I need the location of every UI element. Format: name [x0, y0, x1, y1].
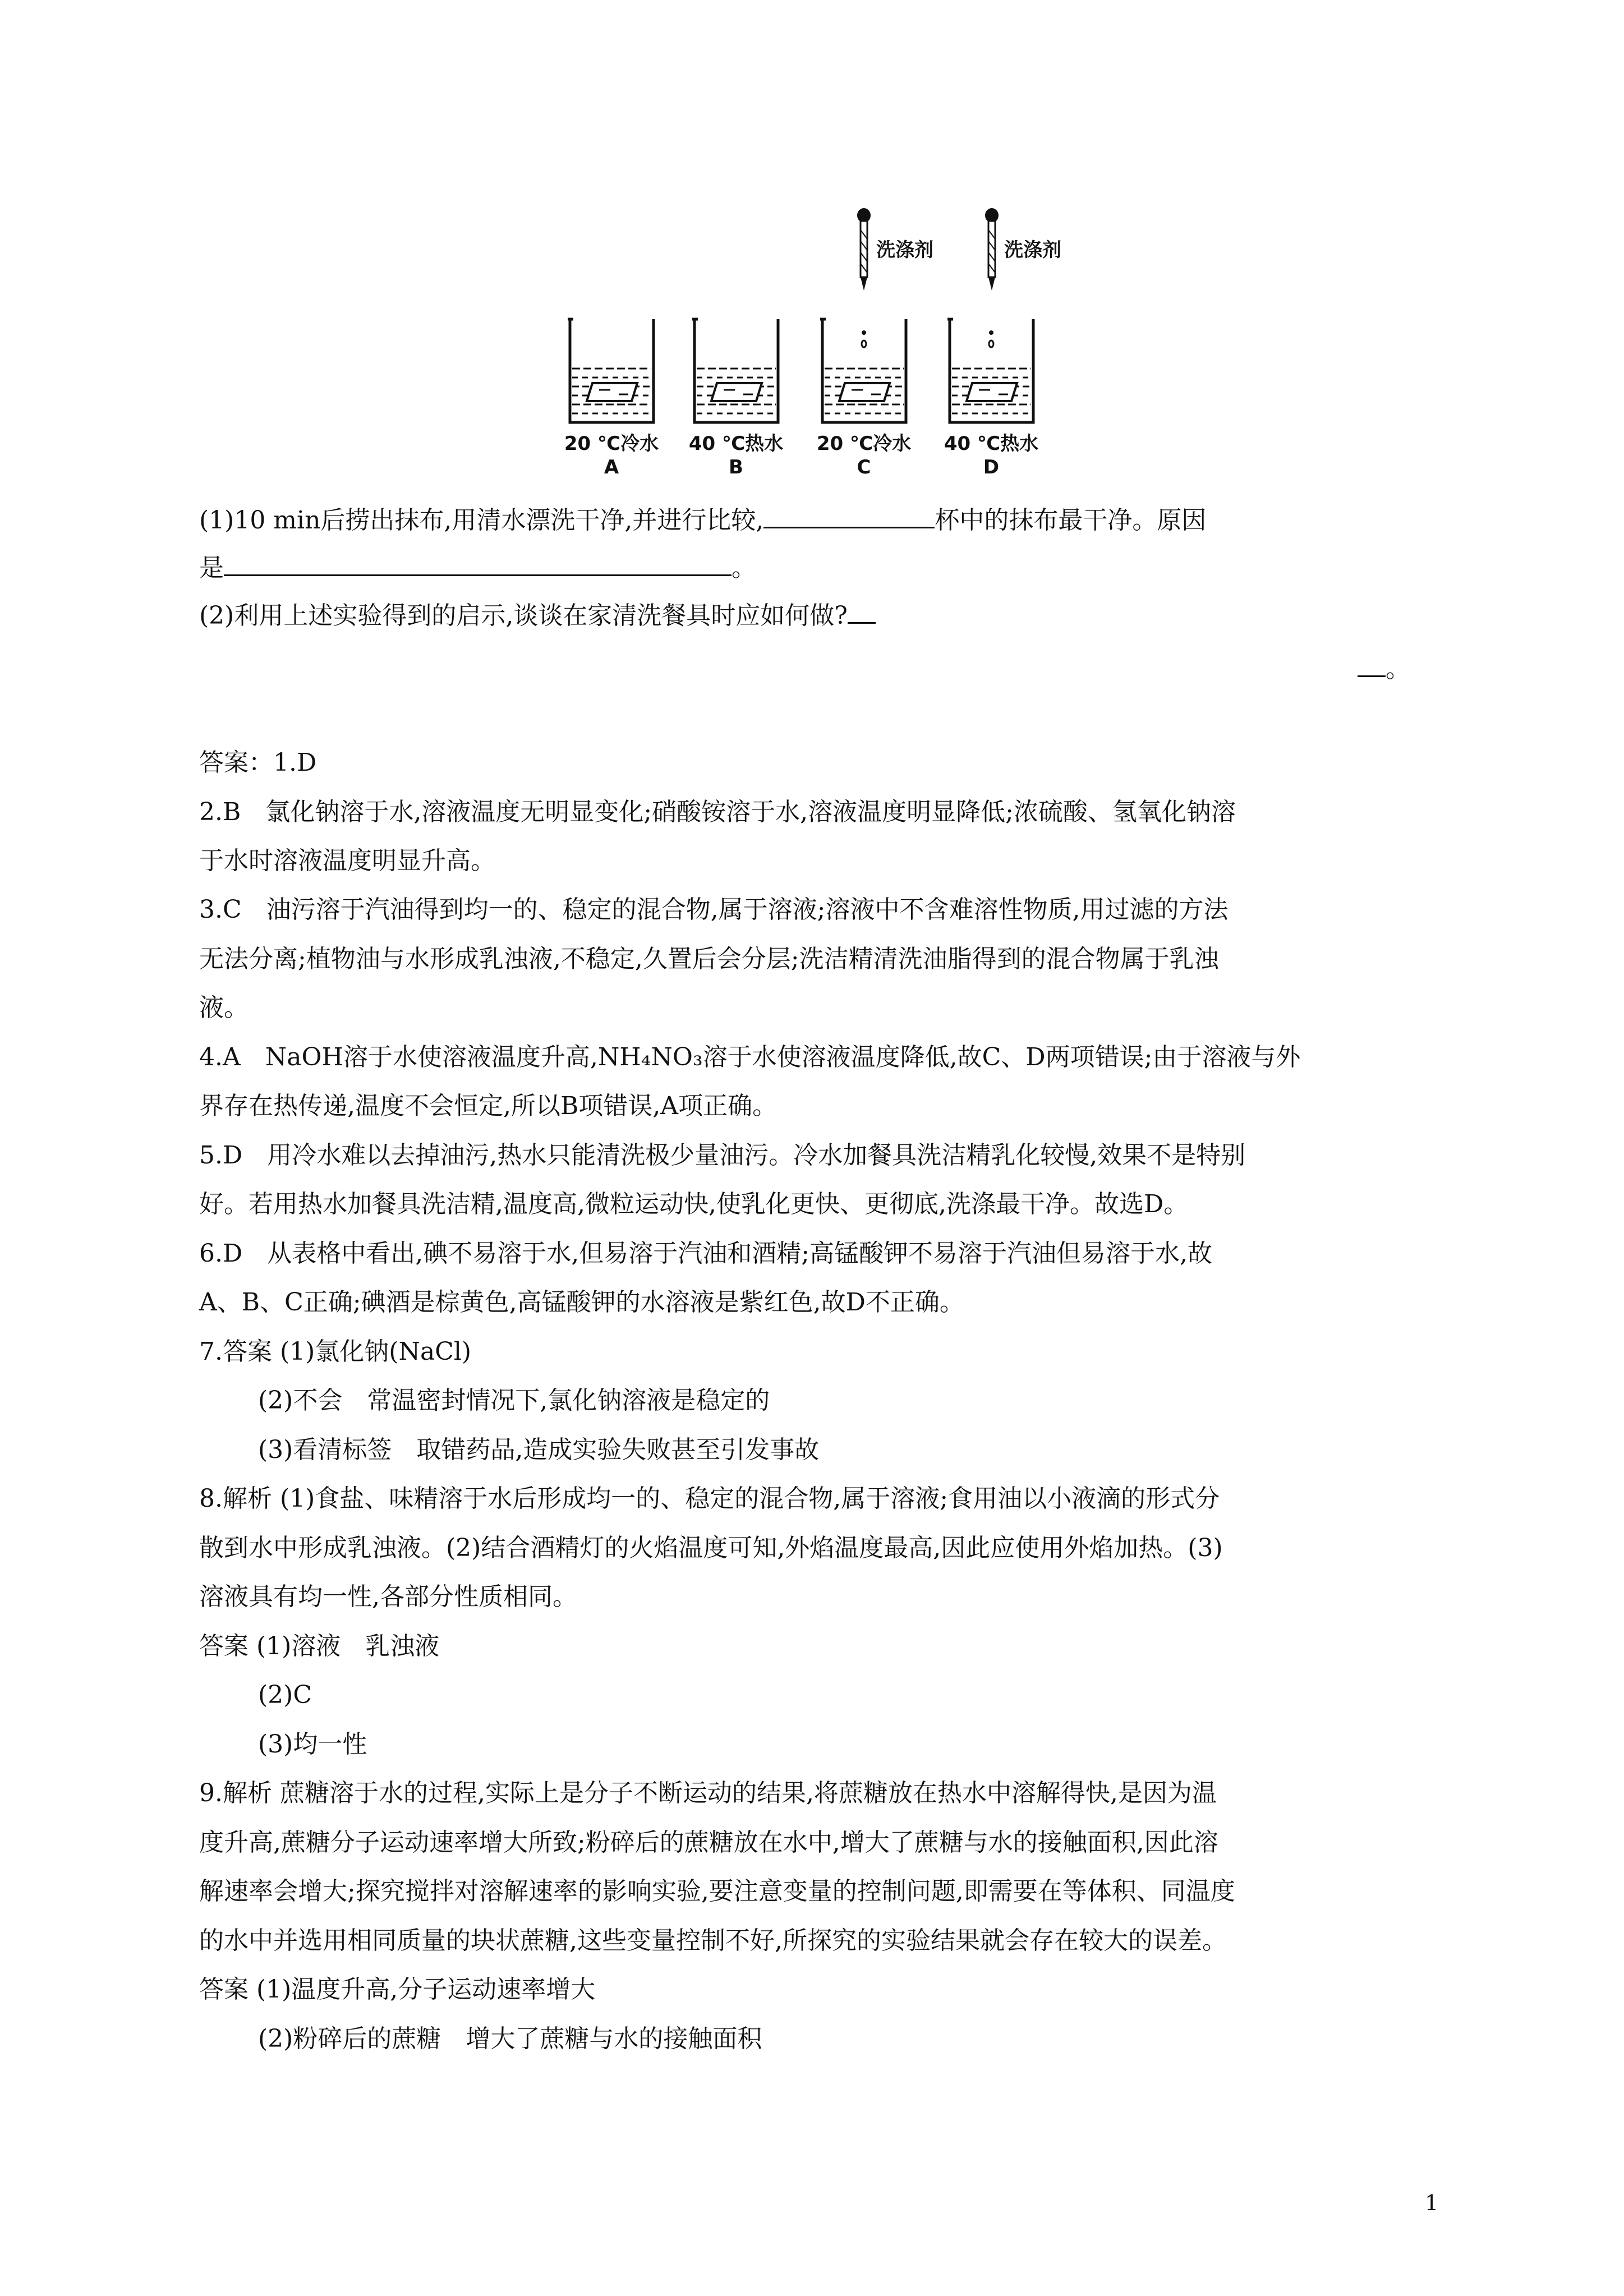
- answer-line: A、B、C正确;碘酒是棕黄色,高锰酸钾的水溶液是紫红色,故D不正确。: [199, 1288, 964, 1317]
- dropper-icon: [981, 208, 1003, 323]
- question-1-line: [199, 502, 1206, 537]
- question-1-reason-line: [199, 550, 756, 585]
- question-2-text: (2)利用上述实验得到的启示,谈谈在家清洗餐具时应如何做?: [199, 601, 848, 630]
- answer-line: (3)均一性: [258, 1730, 367, 1759]
- answer-line: 溶液具有均一性,各部分性质相同。: [199, 1582, 577, 1611]
- question-2-line: [199, 597, 876, 633]
- answer-line: 6.D 从表格中看出,碘不易溶于水,但易溶于汽油和酒精;高锰酸钾不易溶于汽油但易溶于水,故: [199, 1239, 1213, 1268]
- answer-line: (3)看清标签 取错药品,造成实验失败甚至引发事故: [258, 1435, 820, 1464]
- answer-line: 于水时溶液温度明显升高。: [199, 846, 495, 875]
- beaker-letter: D: [983, 456, 1000, 478]
- answer-line: 界存在热传递,温度不会恒定,所以B项错误,A项正确。: [199, 1092, 778, 1120]
- answer-line: 散到水中形成乳浊液。(2)结合酒精灯的火焰温度可知,外焰温度最高,因此应使用外焰加热。(3): [199, 1534, 1223, 1562]
- answer-line: 液。: [199, 993, 249, 1022]
- beaker-temp: 20 ℃冷水: [816, 432, 912, 455]
- beaker-a-label: [555, 432, 668, 479]
- beaker-experiment-figure: [555, 208, 1088, 488]
- question-1-text: (1)10 min后捞出抹布,用清水漂洗干净,并进行比较,: [199, 506, 764, 535]
- answer-line: 9.解析 蔗糖溶于水的过程,实际上是分子不断运动的结果,将蔗糖放在热水中溶解得快,是因为温: [199, 1779, 1217, 1807]
- answer-line: 答案：1.D: [199, 748, 317, 777]
- answer-line: 的水中并选用相同质量的块状蔗糖,这些变量控制不好,所探究的实验结果就会存在较大的误差。: [199, 1926, 1227, 1955]
- answer-line: 3.C 油污溶于汽油得到均一的、稳定的混合物,属于溶液;溶液中不含难溶性物质,用过滤的方法: [199, 895, 1229, 924]
- question-2-end-line: [1358, 651, 1410, 686]
- question-2-end: 。: [1386, 655, 1410, 683]
- beaker-temp: 40 ℃热水: [688, 432, 784, 455]
- answer-line: 答案 (1)溶液 乳浊液: [199, 1632, 440, 1660]
- answer-line: 7.答案 (1)氯化钠(NaCl): [199, 1337, 472, 1366]
- question-1-end: 。: [732, 554, 756, 582]
- answer-blank: [1358, 651, 1386, 677]
- answer-line: (2)C: [258, 1681, 312, 1709]
- detergent-label: 洗涤剂: [876, 239, 933, 261]
- page-number: 1: [1425, 2191, 1439, 2215]
- answer-line: 8.解析 (1)食盐、味精溶于水后形成均一的、稳定的混合物,属于溶液;食用油以小液滴的形式分: [199, 1484, 1220, 1513]
- beaker-temp: 40 ℃热水: [944, 432, 1039, 455]
- answer-line: 4.A NaOH溶于水使溶液温度升高,NH₄NO₃溶于水使溶液温度降低,故C、D两项错误;由于溶液与外: [199, 1043, 1301, 1071]
- answer-line: (2)粉碎后的蔗糖 增大了蔗糖与水的接触面积: [258, 2024, 762, 2053]
- answer-line: (2)不会 常温密封情况下,氯化钠溶液是稳定的: [258, 1386, 770, 1415]
- beaker-c-label: [808, 432, 920, 479]
- answer-line: 无法分离;植物油与水形成乳浊液,不稳定,久置后会分层;洗洁精清洗油脂得到的混合物属于乳浊: [199, 945, 1219, 973]
- beaker-temp: 20 ℃冷水: [564, 432, 659, 455]
- answer-line: 解速率会增大;探究搅拌对溶解速率的影响实验,要注意变量的控制问题,即需要在等体积、同温度: [199, 1877, 1235, 1906]
- answer-line: 好。若用热水加餐具洗洁精,温度高,微粒运动快,使乳化更快、更彻底,洗涤最干净。故选D。: [199, 1190, 1189, 1218]
- question-1-reason-label: 是: [199, 554, 224, 582]
- answer-line: 5.D 用冷水难以去掉油污,热水只能清洗极少量油污。冷水加餐具洗洁精乳化较慢,效果不是特别: [199, 1141, 1246, 1170]
- answer-line: 2.B 氯化钠溶于水,溶液温度无明显变化;硝酸铵溶于水,溶液温度明显降低;浓硫酸、氢氧化钠溶: [199, 798, 1236, 826]
- answer-line: 度升高,蔗糖分子运动速率增大所致;粉碎后的蔗糖放在水中,增大了蔗糖与水的接触面积,因此溶: [199, 1828, 1218, 1857]
- answer-blank: [224, 550, 732, 576]
- dropper-icon: [853, 208, 875, 323]
- beaker-letter: C: [857, 456, 871, 478]
- detergent-label: 洗涤剂: [1004, 239, 1061, 261]
- question-1-text-cont: 杯中的抹布最干净。原因: [935, 506, 1207, 535]
- beaker-b-label: [680, 432, 792, 479]
- beaker-d-label: [935, 432, 1047, 479]
- beaker-letter: B: [729, 456, 743, 478]
- beaker-c-icon: [818, 317, 910, 426]
- beaker-letter: A: [604, 456, 619, 478]
- answer-blank: [848, 597, 876, 624]
- answer-blank: [763, 502, 935, 528]
- beaker-a-icon: [565, 317, 658, 426]
- beaker-d-icon: [945, 317, 1038, 426]
- answer-line: 答案 (1)温度升高,分子运动速率增大: [199, 1975, 596, 2004]
- beaker-b-icon: [690, 317, 783, 426]
